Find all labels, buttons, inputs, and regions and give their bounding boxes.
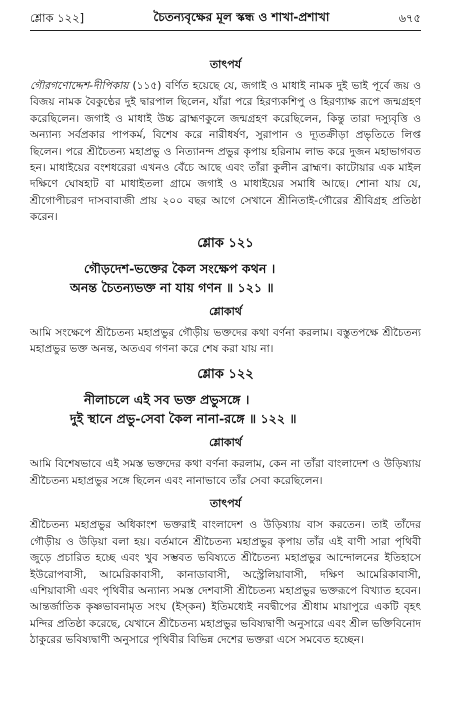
header-chapter-title: চৈতন্যবৃক্ষের মূল স্কন্ধ ও শাখা-প্রশাখা — [153, 10, 330, 24]
verse-121-line-1: গৌড়দেশ-ভক্তের কৈল সংক্ষেপ কথন । — [84, 260, 276, 276]
purport-text: (১১৫) বর্ণিত হয়েছে যে, জগাই ও মাধাই নামক দুই ভাই পূর্বে জয় ও বিজয় নামক বৈকুণ্ঠের দুই দ্বারপাল ছিলেন, যাঁরা পরে হিরণ্যকশিপু ও হিরণ্যাক্ষ রূপে জন্মগ্রহণ করেছিলেন। জগাই ও মাধাই উচ্চ ব্রাহ্মণকুলে জন্মগ্রহণ করেছিলেন, কিন্তু তারা দস্যুবৃত্তি ও অন্যান্য সর্বপ্রকার পাপকর্ম, বিশেষ করে নারীধর্ষণ, সুরাপান ও দ্যূতক্রীড়া প্রভৃতিতে লিপ্ত ছিলেন। পরে শ্রীচৈতন্য মহাপ্রভু ও নিত্যানন্দ প্রভুর কৃপায় হরিনাম লাভ করে দুজন মহাভাগবত হন। মাধাইয়ের বংশধরেরা এখনও বেঁচে আছে এবং তাঁরা কুলীন ব্রাহ্মণ। কাটোয়ার এক মাইল দক্ষিণে ঘোষহাট বা মাধাইতলা গ্রামে জগাই ও মাধাইয়ের সমাধি আছে। শোনা যায় যে, শ্রীগোপীচরণ দাসবাবাজী প্রায় ২০০ বছর আগে সেখানে শ্রীনিতাই-গৌরের শ্রীবিগ্রহ প্রতিষ্ঠা করেন। — [30, 80, 421, 224]
source-title: গৌরগণোদ্দেশ-দীপিকায় — [30, 80, 129, 92]
page-number: ৬৭৫ — [398, 10, 421, 25]
purport-label: তাৎপর্য — [209, 58, 242, 71]
header-verse-reference: শ্লোক ১২২] — [30, 10, 85, 25]
translation-122-text: আমি বিশেষভাবে এই সমস্ত ভক্তদের কথা বর্ণনা করলাম, কেন না তাঁরা বাংলাদেশ ও উড়িষ্যায় শ্রীচৈতন্য মহাপ্রভুর সঙ্গে ছিলেন এবং নানাভাবে তাঁর সেবা করেছিলেন। — [30, 458, 421, 487]
page-content — [30, 56, 421, 649]
translation-121-label: শ্লোকার্থ — [209, 304, 242, 318]
purport-2-label: তাৎপর্য — [209, 497, 242, 511]
verse-121 — [30, 259, 421, 297]
verse-121-heading: শ্লোক ১২১ — [197, 235, 254, 251]
translation-122-label: শ্লোকার্থ — [209, 436, 242, 450]
running-header — [30, 8, 421, 31]
verse-122-heading: শ্লোক ১২২ — [197, 367, 254, 383]
verse-122 — [30, 390, 421, 428]
verse-121-line-2: অনন্ত চৈতন্যভক্ত না যায় গণন ॥ ১২১ ॥ — [70, 279, 274, 295]
purport-2-text: শ্রীচৈতন্য মহাপ্রভুর অধিকাংশ ভক্তরাই বাংলাদেশ ও উড়িষ্যায় বাস করতেন। তাই তাঁদের গৌড়ীয় ও উড়িয়া বলা হয়। বর্তমানে শ্রীচৈতন্য মহাপ্রভুর কৃপায় তাঁর এই বাণী সারা পৃথিবী জুড়ে প্রচারিত হচ্ছে এবং খুব সম্ভবত ভবিষ্যতে শ্রীচৈতন্য মহাপ্রভুর আন্দোলনের ইতিহাসে ইউরোপবাসী, আমেরিকাবাসী, কানাডাবাসী, অস্ট্রেলিয়াবাসী, দক্ষিণ আমেরিকাবাসী, এশিয়াবাসী এবং পৃথিবীর অন্যান্য সমস্ত দেশবাসী শ্রীচৈতন্য মহাপ্রভুর ভক্তরূপে বিখ্যাত হবেন। আন্তর্জাতিক কৃষ্ণভাবনামৃত সংঘ (ইস্‌কন) ইতিমধ্যেই নবদ্বীপের শ্রীধাম মায়াপুরে একটি বৃহৎ মন্দির প্রতিষ্ঠা করেছে, যেখানে শ্রীচৈতন্য মহাপ্রভুর ভবিষ্যদ্বাণী অনুসারে এবং শ্রীল ভক্তিবিনোদ ঠাকুরের ভবিষ্যদ্বাণী অনুসারে পৃথিবীর বিভিন্ন দেশের ভক্তরা এসে সমবেত হচ্ছেন। — [30, 519, 421, 647]
translation-121-text: আমি সংক্ষেপে শ্রীচৈতন্য মহাপ্রভুর গৌড়ীয় ভক্তদের কথা বর্ণনা করলাম। বস্তুতপক্ষে শ্রীচৈতন্য মহাপ্রভুর ভক্ত অনন্ত, অতএব গণনা করে শেষ করা যায় না। — [30, 326, 421, 356]
verse-122-line-2: দুই স্থানে প্রভু-সেবা কৈল নানা-রঙ্গে ॥ ১২২ ॥ — [70, 411, 297, 427]
purport-paragraph — [30, 78, 421, 226]
verse-122-line-1: নীলাচলে এই সব ভক্ত প্রভুসঙ্গে । — [84, 392, 250, 408]
